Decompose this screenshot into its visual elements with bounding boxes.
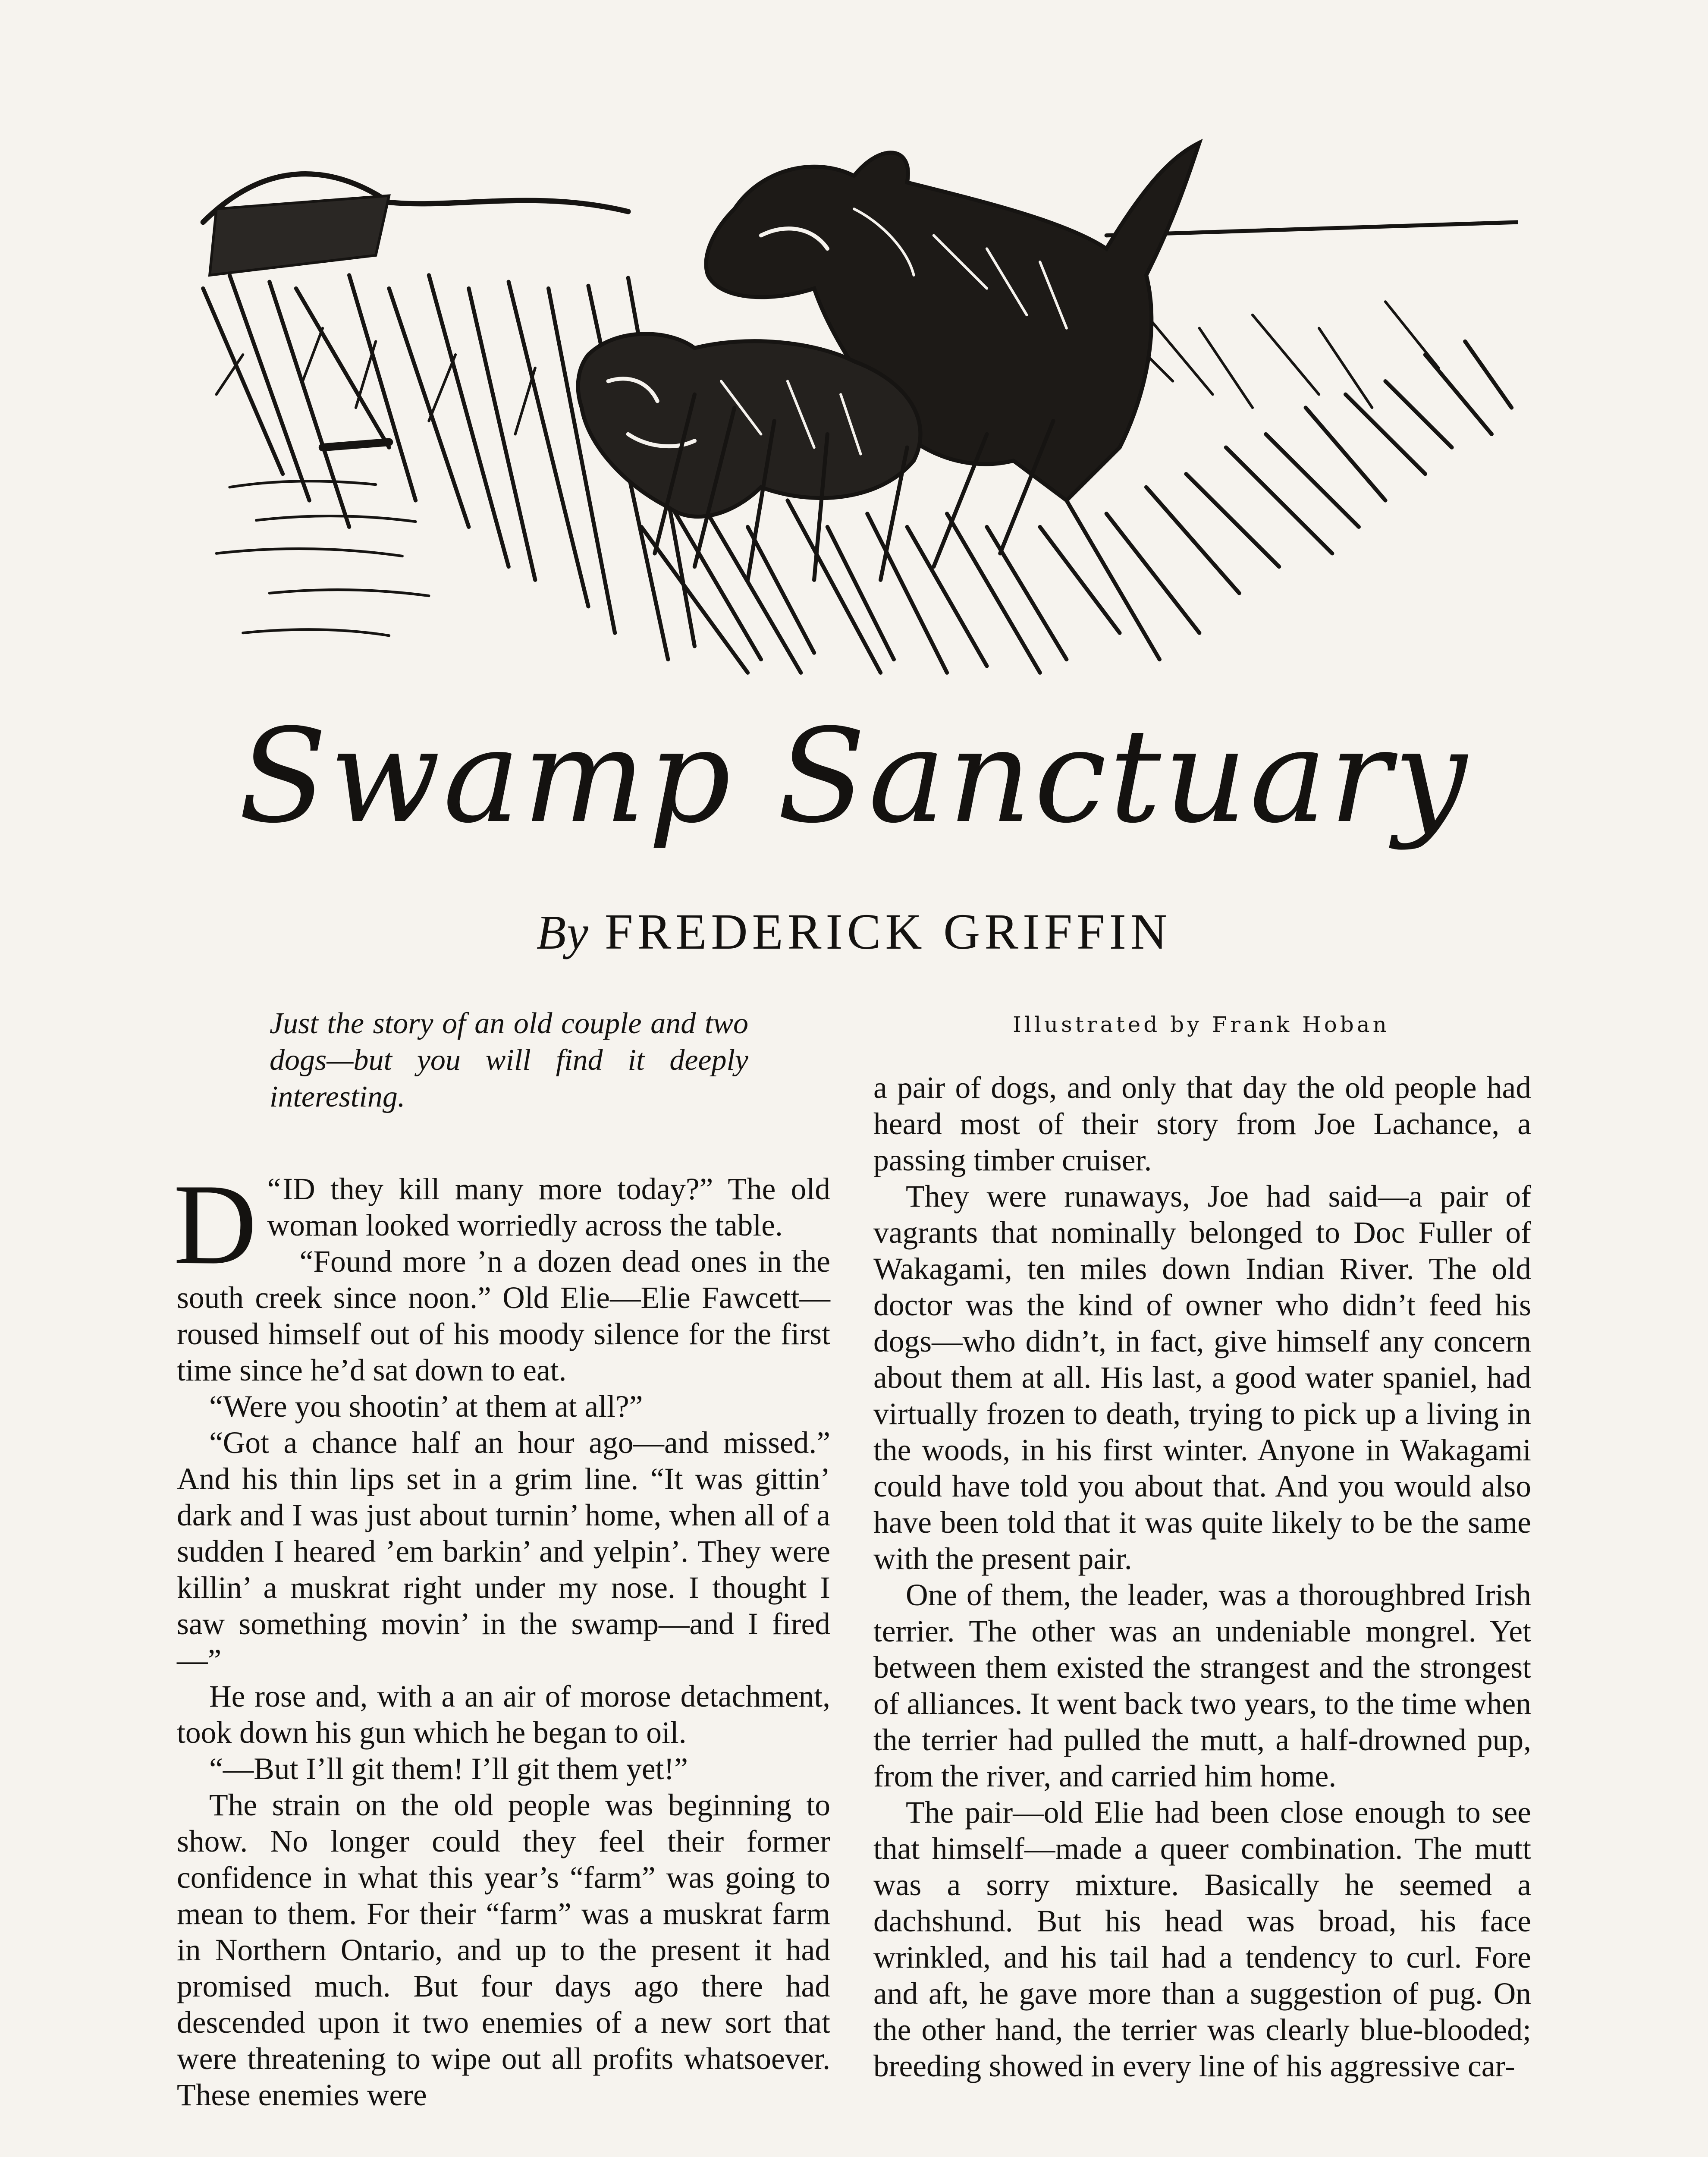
byline <box>0 884 1708 979</box>
drop-cap: D <box>173 1160 257 1288</box>
paragraph: “—But I’ll git them! I’ll git them yet!” <box>209 1752 688 1786</box>
header-illustration-dogs-in-swamp <box>190 129 1518 686</box>
byline-prefix: By <box>536 906 589 959</box>
paragraph: “Found more ’n a dozen dead ones in the south creek since noon.” Old Elie—Elie Fawcett—roused himself out of his moody silence for the first time since he’d sat down to eat. <box>177 1245 830 1387</box>
paragraph: “Got a chance half an hour ago—and missed.” And his thin lips set in a grim line. “It was gittin’ dark and I was just about turnin’ home, when all of a sudden I heared ’em barkin’ and yelpin’. They were killin’ a muskrat right under my nose. I thought I saw something movin’ in the swamp—and I fired—” <box>177 1426 830 1677</box>
author-name: FREDERICK GRIFFIN <box>605 903 1172 960</box>
article-title: Swamp Sanctuary <box>238 701 1470 852</box>
paragraph: “Were you shootin’ at them at all?” <box>209 1390 643 1424</box>
left-column <box>173 1160 830 2113</box>
paragraph: They were runaways, Joe had said—a pair of vagrants that nominally belonged to Doc Fuller of Wakagami, ten miles down Indian River. The old doctor was the kind of owner who didn’t feed his dogs—who didn’t, in fact, give himself any concern about them at all. His last, a good water spaniel, had virtually frozen to death, trying to pick up a living in the woods, in his first winter. Anyone in Wakagami could have told you about that. And you would also have been told that it was quite likely to be the same with the present pair. <box>873 1179 1531 1576</box>
illustrator-credit: Illustrated by Frank Hoban <box>1013 1012 1390 1037</box>
paragraph: The strain on the old people was beginning to show. No longer could they feel their former confidence in what this year’s “farm” was going to mean to them. For their “farm” was a muskrat farm in Northern Ontario, and up to the present it had promised much. But four days ago there had descended upon it two enemies of a new sort that were threatening to wipe out all profits whatsoever. These enemies were <box>177 1788 830 2112</box>
article-blurb: Just the story of an old couple and two dogs—but you will find it deeply interesting. <box>270 1007 748 1113</box>
paragraph <box>173 1160 830 1288</box>
paragraph: The pair—old Elie had been close enough to see that himself—made a queer combination. The mutt was a sorry mixture. Basically he seemed a dachshund. But his head was broad, his face wrinkled, and his tail had a tendency to curl. Fore and aft, he gave more than a suggestion of pug. On the other hand, the terrier was clearly blue-blooded; breeding showed in every line of his aggressive car- <box>873 1795 1531 2083</box>
paragraph: One of them, the leader, was a thoroughbred Irish terrier. The other was an undeniable mongrel. Yet between them existed the strangest and the strongest of alliances. It went back two years, to the time when the terrier had pulled the mutt, a half-drowned pup, from the river, and carried him home. <box>873 1578 1531 1793</box>
right-column <box>873 1070 1531 2085</box>
paragraph: a pair of dogs, and only that day the old people had heard most of their story from Joe Lachance, a passing timber cruiser. <box>873 1071 1531 1177</box>
paragraph: He rose and, with a an air of morose detachment, took down his gun which he began to oil. <box>177 1679 830 1750</box>
drop-cap-open-quote: “ <box>267 1172 281 1206</box>
paragraph-text: ID they kill many more today?” The old woman looked worriedly across the table. <box>267 1172 830 1242</box>
